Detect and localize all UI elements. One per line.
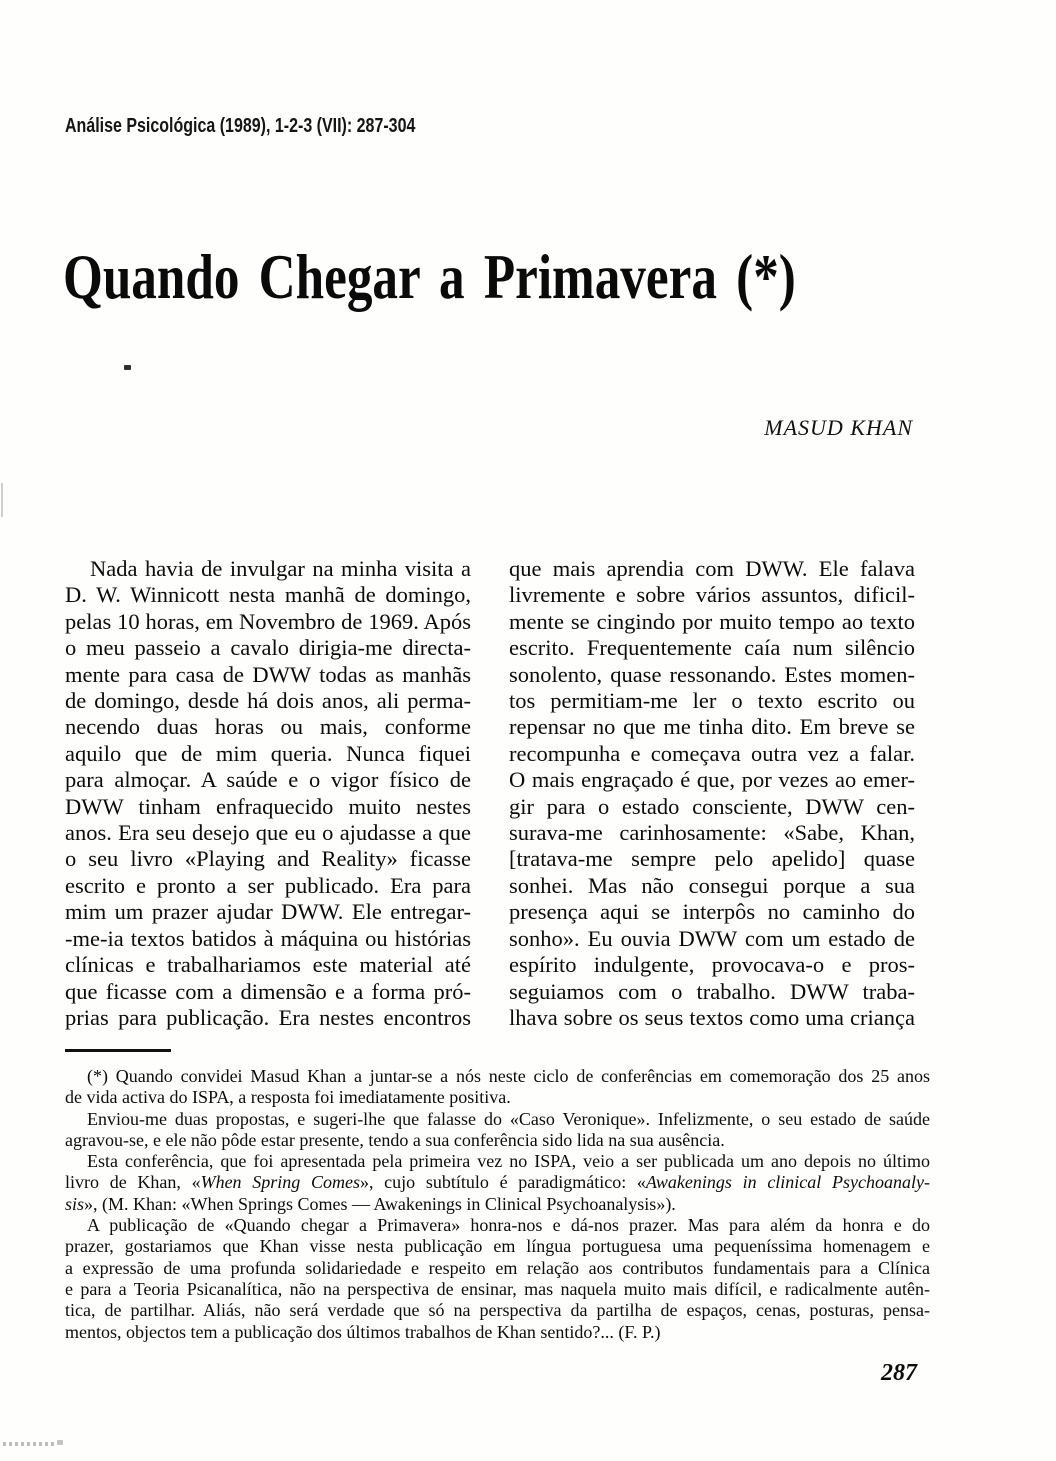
text-line	[65, 1258, 930, 1279]
text-line	[65, 1172, 930, 1193]
text: mim um prazer ajudar DWW. Ele entregar-	[65, 899, 471, 925]
text-line	[65, 1322, 930, 1343]
text-line	[509, 609, 915, 635]
text: mente se cingindo por muito tempo ao texto	[509, 608, 915, 634]
text: sonho». Eu ouvia DWW com um estado de	[509, 925, 915, 951]
scan-edge-mark	[1, 483, 3, 517]
text: -me-ia textos batidos à máquina ou histórias	[65, 925, 471, 951]
text: escrito. Frequentemente caía num silêncio	[509, 635, 915, 661]
text: Enviou-me duas propostas, e sugeri-lhe que falasse do «Caso Veronique». Infelizmente, o seu estado de saúde	[87, 1108, 930, 1129]
text: », (M. Khan: «When Springs Comes — Awakenings in Clinical Psychoanalysis»).	[84, 1193, 676, 1214]
page-number: 287	[881, 1360, 917, 1386]
text-line	[65, 1005, 471, 1031]
text: pelas 10 horas, em Novembro de 1969. Após	[65, 608, 471, 634]
text: e para a Teoria Psicanalítica, não na perspectiva de ensinar, mas naquela muito mais difícil, e radicalmente autên-	[65, 1278, 930, 1299]
text: espírito indulgente, provocava-o e pros-	[509, 952, 915, 978]
text-line	[509, 688, 915, 714]
text: », cujo subtítulo é paradigmático: «	[359, 1172, 646, 1193]
text-line	[65, 846, 471, 872]
italic-text: Awakenings in clinical Psychoanaly-	[645, 1172, 930, 1193]
text-line	[509, 662, 915, 688]
text-line	[509, 899, 915, 925]
text-line	[509, 741, 915, 767]
text: de vida activa do ISPA, a resposta foi imediatamente positiva.	[65, 1087, 511, 1108]
text-line	[65, 609, 471, 635]
italic-text: When Spring Comes	[200, 1172, 360, 1193]
text-line	[65, 794, 471, 820]
text-line	[65, 899, 471, 925]
text: tica, de partilhar. Aliás, não será verdade que só na perspectiva da partilha de espaços, cenas, posturas, pensa-	[65, 1300, 930, 1321]
text: DWW tinham enfraquecido muito nestes	[65, 793, 471, 819]
text: seguiamos com o trabalho. DWW traba-	[509, 978, 915, 1004]
text: lhava sobre os seus textos como uma criança	[509, 1004, 915, 1030]
text-line	[509, 873, 915, 899]
text-line	[65, 582, 471, 608]
text: que ficasse com a dimensão e a forma pró-	[65, 978, 471, 1004]
text: gir para o estado consciente, DWW cen-	[509, 793, 915, 819]
text: que mais aprendia com DWW. Ele falava	[509, 556, 915, 581]
article-title-text: Quando Chegar a Primavera (*)	[63, 241, 796, 312]
text-line	[509, 794, 915, 820]
text-line	[509, 926, 915, 952]
text-line	[65, 556, 471, 582]
text: tos permitiam-me ler o texto escrito ou	[509, 688, 915, 714]
text-line	[65, 1300, 930, 1321]
footnote-rule	[65, 1049, 171, 1052]
text: agravou-se, e ele não pôde estar presente, tendo a sua conferência sido lida na sua ausência.	[65, 1129, 725, 1150]
text-line	[65, 714, 471, 740]
text-line	[65, 1151, 930, 1172]
text-line	[509, 952, 915, 978]
text: recompunha e começava outra vez a falar.	[509, 740, 915, 766]
scan-smudge	[3, 1442, 55, 1446]
text: prazer, gostariamos que Khan visse nesta publicação em língua portuguesa uma pequeníssima homenagem e	[65, 1236, 930, 1257]
text-line	[509, 635, 915, 661]
right-column	[509, 556, 915, 1031]
text-line	[65, 1279, 930, 1300]
text-line	[509, 556, 915, 582]
text: a expressão de uma profunda solidariedade e respeito em relação aos contributos fundamentais para a Clínica	[65, 1257, 930, 1278]
text: aquilo que de mim queria. Nunca fiquei	[65, 740, 471, 766]
text: O mais engraçado é que, por vezes ao emer-	[509, 767, 915, 793]
text-line	[509, 582, 915, 608]
text-line	[65, 662, 471, 688]
text: sonhei. Mas não consegui porque a sua	[509, 872, 915, 898]
text-line	[65, 635, 471, 661]
text: prias para publicação. Era nestes encontros	[65, 1004, 471, 1030]
text: de domingo, desde há dois anos, ali perma-	[65, 688, 471, 714]
text: o seu livro «Playing and Reality» ficasse	[65, 846, 471, 872]
text: presença aqui se interpôs no caminho do	[509, 899, 915, 925]
text-line	[509, 979, 915, 1005]
text-line	[509, 820, 915, 846]
text-line	[65, 873, 471, 899]
scan-speck	[124, 365, 131, 370]
text-line	[509, 846, 915, 872]
text: livremente e sobre vários assuntos, dificil-	[509, 582, 915, 608]
text-line	[65, 1194, 930, 1215]
article-author: MASUD KHAN	[764, 415, 913, 440]
scan-smudge	[57, 1440, 63, 1445]
journal-citation-text: Análise Psicológica (1989), 1-2-3 (VII): 287-304	[65, 115, 416, 137]
text: escrito e pronto a ser publicado. Era para	[65, 872, 471, 898]
text-line	[509, 767, 915, 793]
text-line	[65, 979, 471, 1005]
text-line	[65, 820, 471, 846]
text: A publicação de «Quando chegar a Primavera» honra-nos e dá-nos prazer. Mas para além da honra e do	[87, 1215, 930, 1236]
text: mente para casa de DWW todas as manhãs	[65, 661, 471, 687]
text: sonolento, quase ressonando. Estes momen-	[509, 661, 915, 687]
footnote	[65, 1066, 930, 1343]
text-line	[509, 1005, 915, 1031]
text-line	[65, 1066, 930, 1087]
text-line	[65, 767, 471, 793]
text: (*) Quando convidei Masud Khan a juntar-se a nós neste ciclo de conferências em comemoração dos 25 anos	[87, 1066, 930, 1086]
text: repensar no que me tinha dito. Em breve se	[509, 714, 915, 740]
text: anos. Era seu desejo que eu o ajudasse a que	[65, 820, 471, 846]
text: mentos, objectos tem a publicação dos últimos trabalhos de Khan sentido?... (F. P.)	[65, 1321, 661, 1342]
text: necendo duas horas ou mais, conforme	[65, 714, 471, 740]
italic-text: sis	[65, 1193, 85, 1214]
text: D. W. Winnicott nesta manhã de domingo,	[65, 582, 471, 608]
text: livro de Khan, «	[65, 1172, 201, 1193]
text-line	[65, 1236, 930, 1257]
text-line	[65, 1087, 930, 1108]
text-line	[65, 688, 471, 714]
text: clínicas e trabalhariamos este material até	[65, 952, 471, 978]
text-line	[65, 952, 471, 978]
left-column	[65, 556, 471, 1031]
text: surava-me carinhosamente: «Sabe, Khan,	[509, 820, 915, 846]
text-line	[65, 1215, 930, 1236]
text-line	[65, 741, 471, 767]
text: o meu passeio a cavalo dirigia-me directa-	[65, 635, 471, 661]
text-line	[65, 1130, 930, 1151]
journal-citation	[65, 116, 503, 137]
text: Esta conferência, que foi apresentada pela primeira vez no ISPA, veio a ser publicada um ano depois no último	[87, 1151, 930, 1172]
text: para almoçar. A saúde e o vigor físico de	[65, 767, 471, 793]
text: [tratava-me sempre pelo apelido] quase	[509, 846, 915, 872]
text: Nada havia de invulgar na minha visita a	[90, 556, 471, 581]
article-title	[63, 243, 979, 310]
text-line	[509, 714, 915, 740]
text-line	[65, 1109, 930, 1130]
text-line	[65, 926, 471, 952]
